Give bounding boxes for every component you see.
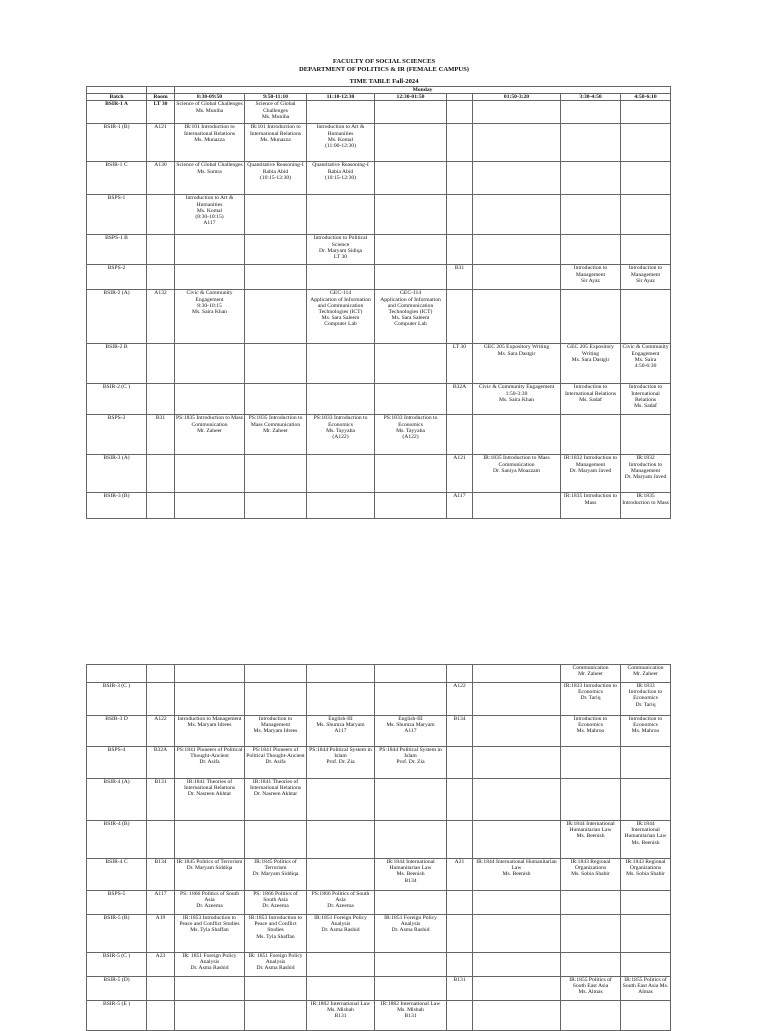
class-cell: [245, 384, 307, 415]
class-cell: [561, 195, 621, 235]
class-cell: [561, 953, 621, 977]
class-cell: [375, 384, 447, 415]
batch-cell: BSIR-2 (C ): [87, 384, 147, 415]
room-cell: B131: [147, 779, 175, 821]
room-cell: A117: [147, 891, 175, 915]
table-row: [87, 455, 671, 493]
class-cell: GEC-114 Application of Information and Communication Technologies (ICT) Ms. Sara Saleem Computer Lab: [375, 290, 447, 344]
class-cell: PS:1844 Political System in Islam Prof. Dr. Zia: [375, 747, 447, 779]
batch-cell: BSIR-4 (A): [87, 779, 147, 821]
class-cell: IR:1855 Politics of South East Asia Ms. Almas: [561, 977, 621, 1001]
class-cell: Civic & Community Engagement 8:30-10:15 Ms. Saira Khan: [175, 290, 245, 344]
class-cell: PS:1835 Introduction to Mass Communication Mr. Zaheer: [175, 415, 245, 455]
room-cell: [447, 195, 473, 235]
table-row: [87, 415, 671, 455]
room-cell: [147, 384, 175, 415]
class-cell: [175, 493, 245, 519]
class-cell: IR:1832 Introduction to Management Dr. Maryam Javed: [561, 455, 621, 493]
class-cell: IR:1845 Politics of Terrorism Dr. Maryam Siddiqa: [175, 859, 245, 891]
faculty-title: FACULTY OF SOCIAL SCIENCES: [332, 58, 436, 65]
room-cell: [147, 195, 175, 235]
batch-cell: BSIR-5 (C ): [87, 953, 147, 977]
room-cell: A130: [147, 162, 175, 195]
table-row: [87, 344, 671, 384]
room-cell: [447, 162, 473, 195]
column-header: [447, 94, 473, 101]
room-cell: B32A: [447, 384, 473, 415]
class-cell: [621, 162, 671, 195]
class-cell: [375, 124, 447, 162]
room-cell: [147, 344, 175, 384]
room-cell: B134: [147, 859, 175, 891]
class-cell: [245, 1001, 307, 1031]
class-cell: [307, 683, 375, 716]
class-cell: English-III Ms. Shumza Maryam A117: [375, 716, 447, 747]
table-row: [87, 1001, 671, 1031]
batch-cell: BSIR-4 C: [87, 859, 147, 891]
class-cell: Introduction to International Relations Ms. Sadaf: [621, 384, 671, 415]
room-cell: B31: [447, 265, 473, 290]
room-cell: [447, 290, 473, 344]
class-cell: IR:1845 Politics of Terrorism Dr. Maryam Siddiqa: [245, 859, 307, 891]
batch-cell: BSIR-3 (B): [87, 493, 147, 519]
column-header: 01:50-3:20: [473, 94, 561, 101]
class-cell: [621, 290, 671, 344]
class-cell: IR:1844 International Humanitarian Law Ms. Beenish B134: [375, 859, 447, 891]
class-cell: [307, 977, 375, 1001]
room-cell: [147, 683, 175, 716]
class-cell: [473, 821, 561, 859]
class-cell: [473, 891, 561, 915]
class-cell: [245, 290, 307, 344]
timetable-title: TIME TABLE Fall-2024: [349, 78, 419, 86]
class-cell: IR:1844 International Humanitarian Law Ms. Beenish: [473, 859, 561, 891]
class-cell: [175, 384, 245, 415]
class-cell: [375, 779, 447, 821]
class-cell: [375, 821, 447, 859]
class-cell: [175, 665, 245, 683]
room-cell: B32A: [147, 747, 175, 779]
class-cell: Science of Global Challenges Ms. Muniba: [175, 101, 245, 124]
class-cell: IR:1851 Foreign Policy Analysis Dr. Asma Rashid: [375, 915, 447, 953]
class-cell: [307, 344, 375, 384]
batch-cell: BSIR-5 (B): [87, 915, 147, 953]
class-cell: [561, 747, 621, 779]
class-cell: [473, 235, 561, 265]
class-cell: GEC-114 Application of Information and Communication Technologies (ICT) Ms. Sara Saleem Computer Lab: [307, 290, 375, 344]
class-cell: [307, 859, 375, 891]
timetable-page-2: [86, 664, 671, 1031]
room-cell: LT 30: [447, 344, 473, 384]
room-cell: [447, 891, 473, 915]
class-cell: [375, 162, 447, 195]
table-row: [87, 235, 671, 265]
class-cell: [473, 779, 561, 821]
batch-cell: BSPS-2: [87, 265, 147, 290]
room-cell: [147, 665, 175, 683]
class-cell: [621, 915, 671, 953]
class-cell: Science of Global Challenges Ms. Sumra: [175, 162, 245, 195]
class-cell: [473, 195, 561, 235]
table-row: [87, 953, 671, 977]
class-cell: [175, 1001, 245, 1031]
class-cell: IR:1835 Introduction to Mass: [561, 493, 621, 519]
class-cell: [561, 1001, 621, 1031]
class-cell: [561, 915, 621, 953]
table-row: [87, 779, 671, 821]
class-cell: Quantitative Reasoning-I Rabia Abid (10:15-12:30): [245, 162, 307, 195]
table-row: [87, 915, 671, 953]
class-cell: [473, 124, 561, 162]
room-cell: [147, 235, 175, 265]
class-cell: Introduction to Management Sir Ayaz: [561, 265, 621, 290]
class-cell: Introduction to Art & Humanities Ms. Komal (8:30-10:15) A117: [175, 195, 245, 235]
table-row: [87, 821, 671, 859]
room-cell: [147, 821, 175, 859]
room-cell: [447, 1001, 473, 1031]
batch-cell: BSPS-1 B: [87, 235, 147, 265]
class-cell: [561, 124, 621, 162]
class-cell: [621, 235, 671, 265]
column-header: 11:10-12:30: [307, 94, 375, 101]
class-cell: IR:1841 Theories of International Relations Dr. Nasreen Akhtar: [245, 779, 307, 821]
day-row: [87, 87, 671, 94]
room-cell: [147, 265, 175, 290]
room-cell: [147, 977, 175, 1001]
batch-cell: BSPS-4: [87, 747, 147, 779]
class-cell: [473, 665, 561, 683]
class-cell: IR:1843 Regional Organizations Ms. Sobia Shabir: [621, 859, 671, 891]
class-cell: [245, 493, 307, 519]
class-cell: [473, 493, 561, 519]
class-cell: GEC 205 Expository Writing Ms. Sara Dastgir: [561, 344, 621, 384]
class-cell: [307, 779, 375, 821]
class-cell: [621, 101, 671, 124]
room-cell: [447, 124, 473, 162]
class-cell: [245, 821, 307, 859]
class-cell: Introduction to Political Science Dr. Maryam Sidiqa LT 30: [307, 235, 375, 265]
page-header: [0, 58, 768, 86]
class-cell: Quantitative Reasoning-I Rabia Abid (10:15-12:30): [307, 162, 375, 195]
class-cell: [307, 455, 375, 493]
room-cell: [447, 415, 473, 455]
class-cell: [473, 265, 561, 290]
table-row: [87, 891, 671, 915]
column-header-row: [87, 94, 671, 101]
room-cell: [447, 779, 473, 821]
class-cell: IR: 1851 Foreign Policy Analysis Dr. Asma Rashid: [175, 953, 245, 977]
day-label: Monday: [175, 87, 671, 94]
column-header: 8:30-09:50: [175, 94, 245, 101]
class-cell: [561, 779, 621, 821]
class-cell: [175, 683, 245, 716]
room-cell: [447, 821, 473, 859]
room-cell: [447, 665, 473, 683]
class-cell: [375, 195, 447, 235]
room-cell: A21: [447, 859, 473, 891]
room-cell: [447, 953, 473, 977]
room-cell: A121: [447, 455, 473, 493]
batch-cell: BSPS-3: [87, 415, 147, 455]
timetable-page-1: [86, 86, 671, 519]
room-cell: [447, 101, 473, 124]
class-cell: [473, 747, 561, 779]
class-cell: PS:1866 Politics of South Asia Dr. Azeema: [307, 891, 375, 915]
batch-cell: BSIR-4 (B): [87, 821, 147, 859]
class-cell: IR:1843 Regional Organizations Ms. Sobia Shabir: [561, 859, 621, 891]
table-row: [87, 162, 671, 195]
class-cell: [175, 977, 245, 1001]
class-cell: [375, 953, 447, 977]
column-header: 9:50-11:10: [245, 94, 307, 101]
class-cell: [375, 891, 447, 915]
class-cell: [175, 821, 245, 859]
batch-cell: BSIR-3 (A): [87, 455, 147, 493]
class-cell: [307, 821, 375, 859]
room-cell: [147, 1001, 175, 1031]
class-cell: [375, 455, 447, 493]
room-cell: B31: [147, 415, 175, 455]
table-row: [87, 747, 671, 779]
table-row: [87, 683, 671, 716]
table-row: [87, 977, 671, 1001]
batch-cell: BSIR-5 (E ): [87, 1001, 147, 1031]
class-cell: IR:1851 Foreign Policy Analysis Dr. Asma Rashid: [307, 915, 375, 953]
class-cell: Introduction to International Relations Ms. Sadaf: [561, 384, 621, 415]
class-cell: [245, 235, 307, 265]
class-cell: PS:1844 Political System in Islam Prof. Dr. Zia: [307, 747, 375, 779]
table-row: [87, 195, 671, 235]
class-cell: [245, 977, 307, 1001]
class-cell: [621, 195, 671, 235]
class-cell: Introduction to Economics Ms. Mahroo: [621, 716, 671, 747]
class-cell: [473, 953, 561, 977]
batch-cell: BSPS-5: [87, 891, 147, 915]
class-cell: Civic & Community Engagement 1:50-3:30 Ms. Saira Khan: [473, 384, 561, 415]
class-cell: [375, 665, 447, 683]
table-row: [87, 493, 671, 519]
class-cell: [245, 195, 307, 235]
class-cell: [473, 716, 561, 747]
class-cell: [375, 493, 447, 519]
class-cell: [621, 415, 671, 455]
class-cell: [621, 747, 671, 779]
class-cell: IR:1833 Introduction to Economics Dr. Tariq: [561, 683, 621, 716]
class-cell: [621, 1001, 671, 1031]
class-cell: [307, 493, 375, 519]
class-cell: PS:1833 Introduction to Economics Ms. Tayyaba (A122): [375, 415, 447, 455]
class-cell: Introduction to Management Ms. Maryam Idrees: [175, 716, 245, 747]
class-cell: [175, 455, 245, 493]
class-cell: [473, 162, 561, 195]
class-cell: [561, 101, 621, 124]
table-row: [87, 859, 671, 891]
class-cell: [561, 891, 621, 915]
class-cell: [307, 265, 375, 290]
class-cell: [375, 344, 447, 384]
class-cell: [245, 665, 307, 683]
room-cell: [147, 455, 175, 493]
table-row: [87, 101, 671, 124]
class-cell: Civic & Community Engagement Ms. Saira 4:50-6:30: [621, 344, 671, 384]
class-cell: [245, 683, 307, 716]
class-cell: IR:1833 Introduction to Economics Dr. Tariq: [621, 683, 671, 716]
room-cell: [147, 493, 175, 519]
class-cell: [307, 101, 375, 124]
batch-cell: BSIR-1 (B): [87, 124, 147, 162]
class-cell: Communication Mr. Zaheer: [561, 665, 621, 683]
batch-cell: BSPS-1: [87, 195, 147, 235]
class-cell: [473, 1001, 561, 1031]
column-header: 3:30-4:50: [561, 94, 621, 101]
class-cell: IR:1855 Politics of South East Asia Ms. Almas: [621, 977, 671, 1001]
batch-cell: [87, 665, 147, 683]
class-cell: [375, 101, 447, 124]
class-cell: [621, 124, 671, 162]
class-cell: Communication Mr. Zaheer: [621, 665, 671, 683]
table-row: [87, 124, 671, 162]
class-cell: PS:1841 Pioneers of Political Thought-Ancient Dr. Asifa: [175, 747, 245, 779]
table-row: [87, 716, 671, 747]
class-cell: English-III Ms. Shumza Maryam A117: [307, 716, 375, 747]
class-cell: Introduction to Management Sir Ayaz: [621, 265, 671, 290]
class-cell: IR: 1851 Foreign Policy Analysis Dr. Asma Rashid: [245, 953, 307, 977]
class-cell: IR:1835 Introduction to Mass: [621, 493, 671, 519]
room-cell: B131: [447, 977, 473, 1001]
class-cell: PS:1835 Introduction to Mass Communication Mr. Zaheer: [245, 415, 307, 455]
room-cell: A122: [447, 683, 473, 716]
batch-cell: BSIR-1 C: [87, 162, 147, 195]
table-row: [87, 265, 671, 290]
batch-cell: BSIR-3 D: [87, 716, 147, 747]
department-title: DEPARTMENT OF POLITICS & IR (FEMALE CAMPUS): [299, 65, 469, 73]
column-header: 12:30-01:50: [375, 94, 447, 101]
class-cell: [245, 344, 307, 384]
class-cell: IR:101 Introduction to International Relations Ms. Munazza: [245, 124, 307, 162]
class-cell: IR:1844 International Humanitarian Law Ms. Beenish: [621, 821, 671, 859]
room-cell: [447, 747, 473, 779]
room-cell: [447, 915, 473, 953]
class-cell: GEC 205 Expository Writing Ms. Sara Dastgir: [473, 344, 561, 384]
class-cell: IR:101 Introduction to International Relations Ms. Munazza: [175, 124, 245, 162]
batch-cell: BSIR-1 A: [87, 101, 147, 124]
class-cell: PS: 1866 Politics of South Asia Dr. Azeema: [175, 891, 245, 915]
class-cell: IR:1882 International Law Ms. Misbah B131: [375, 1001, 447, 1031]
class-cell: [245, 455, 307, 493]
class-cell: Introduction to Management Ms. Maryam Idrees: [245, 716, 307, 747]
class-cell: [561, 162, 621, 195]
class-cell: [307, 195, 375, 235]
class-cell: IR:1841 Theories of International Relations Dr. Nasreen Akhtar: [175, 779, 245, 821]
class-cell: [307, 665, 375, 683]
class-cell: Science of Global Challenges Ms. Munibа: [245, 101, 307, 124]
class-cell: [375, 265, 447, 290]
class-cell: [621, 953, 671, 977]
class-cell: [473, 977, 561, 1001]
class-cell: [561, 235, 621, 265]
room-cell: A122: [147, 716, 175, 747]
column-header: Batch: [87, 94, 147, 101]
class-cell: [473, 915, 561, 953]
table-row: [87, 290, 671, 344]
class-cell: [621, 779, 671, 821]
class-cell: PS:1841 Pioneers of Political Thought-Ancient Dr. Asifa: [245, 747, 307, 779]
room-cell: A117: [447, 493, 473, 519]
class-cell: [561, 290, 621, 344]
batch-cell: BSIR-2 B: [87, 344, 147, 384]
class-cell: [375, 977, 447, 1001]
class-cell: [621, 891, 671, 915]
room-cell: [447, 235, 473, 265]
room-cell: LT 30: [147, 101, 175, 124]
class-cell: [307, 953, 375, 977]
table-row: [87, 665, 671, 683]
class-cell: [473, 415, 561, 455]
class-cell: PS:1833 Introduction to Economics Ms. Tayyaba (A122): [307, 415, 375, 455]
class-cell: IR:1882 International Law Ms. Misbah B131: [307, 1001, 375, 1031]
room-cell: A19: [147, 915, 175, 953]
class-cell: [175, 344, 245, 384]
class-cell: [473, 101, 561, 124]
class-cell: Introduction to Economics Ms. Mahroo: [561, 716, 621, 747]
room-cell: A121: [147, 124, 175, 162]
column-header: 4:50-6:10: [621, 94, 671, 101]
room-cell: B134: [447, 716, 473, 747]
batch-cell: BSIR-5 (D): [87, 977, 147, 1001]
class-cell: IR:1832 Introduction to Management Dr. Maryam Javed: [621, 455, 671, 493]
class-cell: PS: 1866 Politics of South Asia Dr. Azeema: [245, 891, 307, 915]
batch-cell: BSIR-2 (A): [87, 290, 147, 344]
class-cell: [375, 235, 447, 265]
class-cell: [245, 265, 307, 290]
room-cell: A132: [147, 290, 175, 344]
class-cell: [473, 683, 561, 716]
class-cell: [307, 384, 375, 415]
class-cell: [175, 265, 245, 290]
class-cell: IR:1835 Introduction to Mass Communication Dr. Saniya Moazzam: [473, 455, 561, 493]
class-cell: IR:1853 Introduction to Peace and Conflict Studies Ms. Tyla Shaffan: [245, 915, 307, 953]
batch-cell: BSIR-3 (C ): [87, 683, 147, 716]
class-cell: IR:1853 Introduction to Peace and Conflict Studies Ms. Tyla Shaffan: [175, 915, 245, 953]
table-row: [87, 384, 671, 415]
class-cell: IR:1844 International Humanitarian Law Ms. Beenish: [561, 821, 621, 859]
class-cell: [473, 290, 561, 344]
room-cell: A23: [147, 953, 175, 977]
class-cell: Introduction to Art & Humanities Ms. Komal (11:00-12:30): [307, 124, 375, 162]
column-header: Room: [147, 94, 175, 101]
class-cell: [561, 415, 621, 455]
class-cell: [175, 235, 245, 265]
class-cell: [375, 683, 447, 716]
